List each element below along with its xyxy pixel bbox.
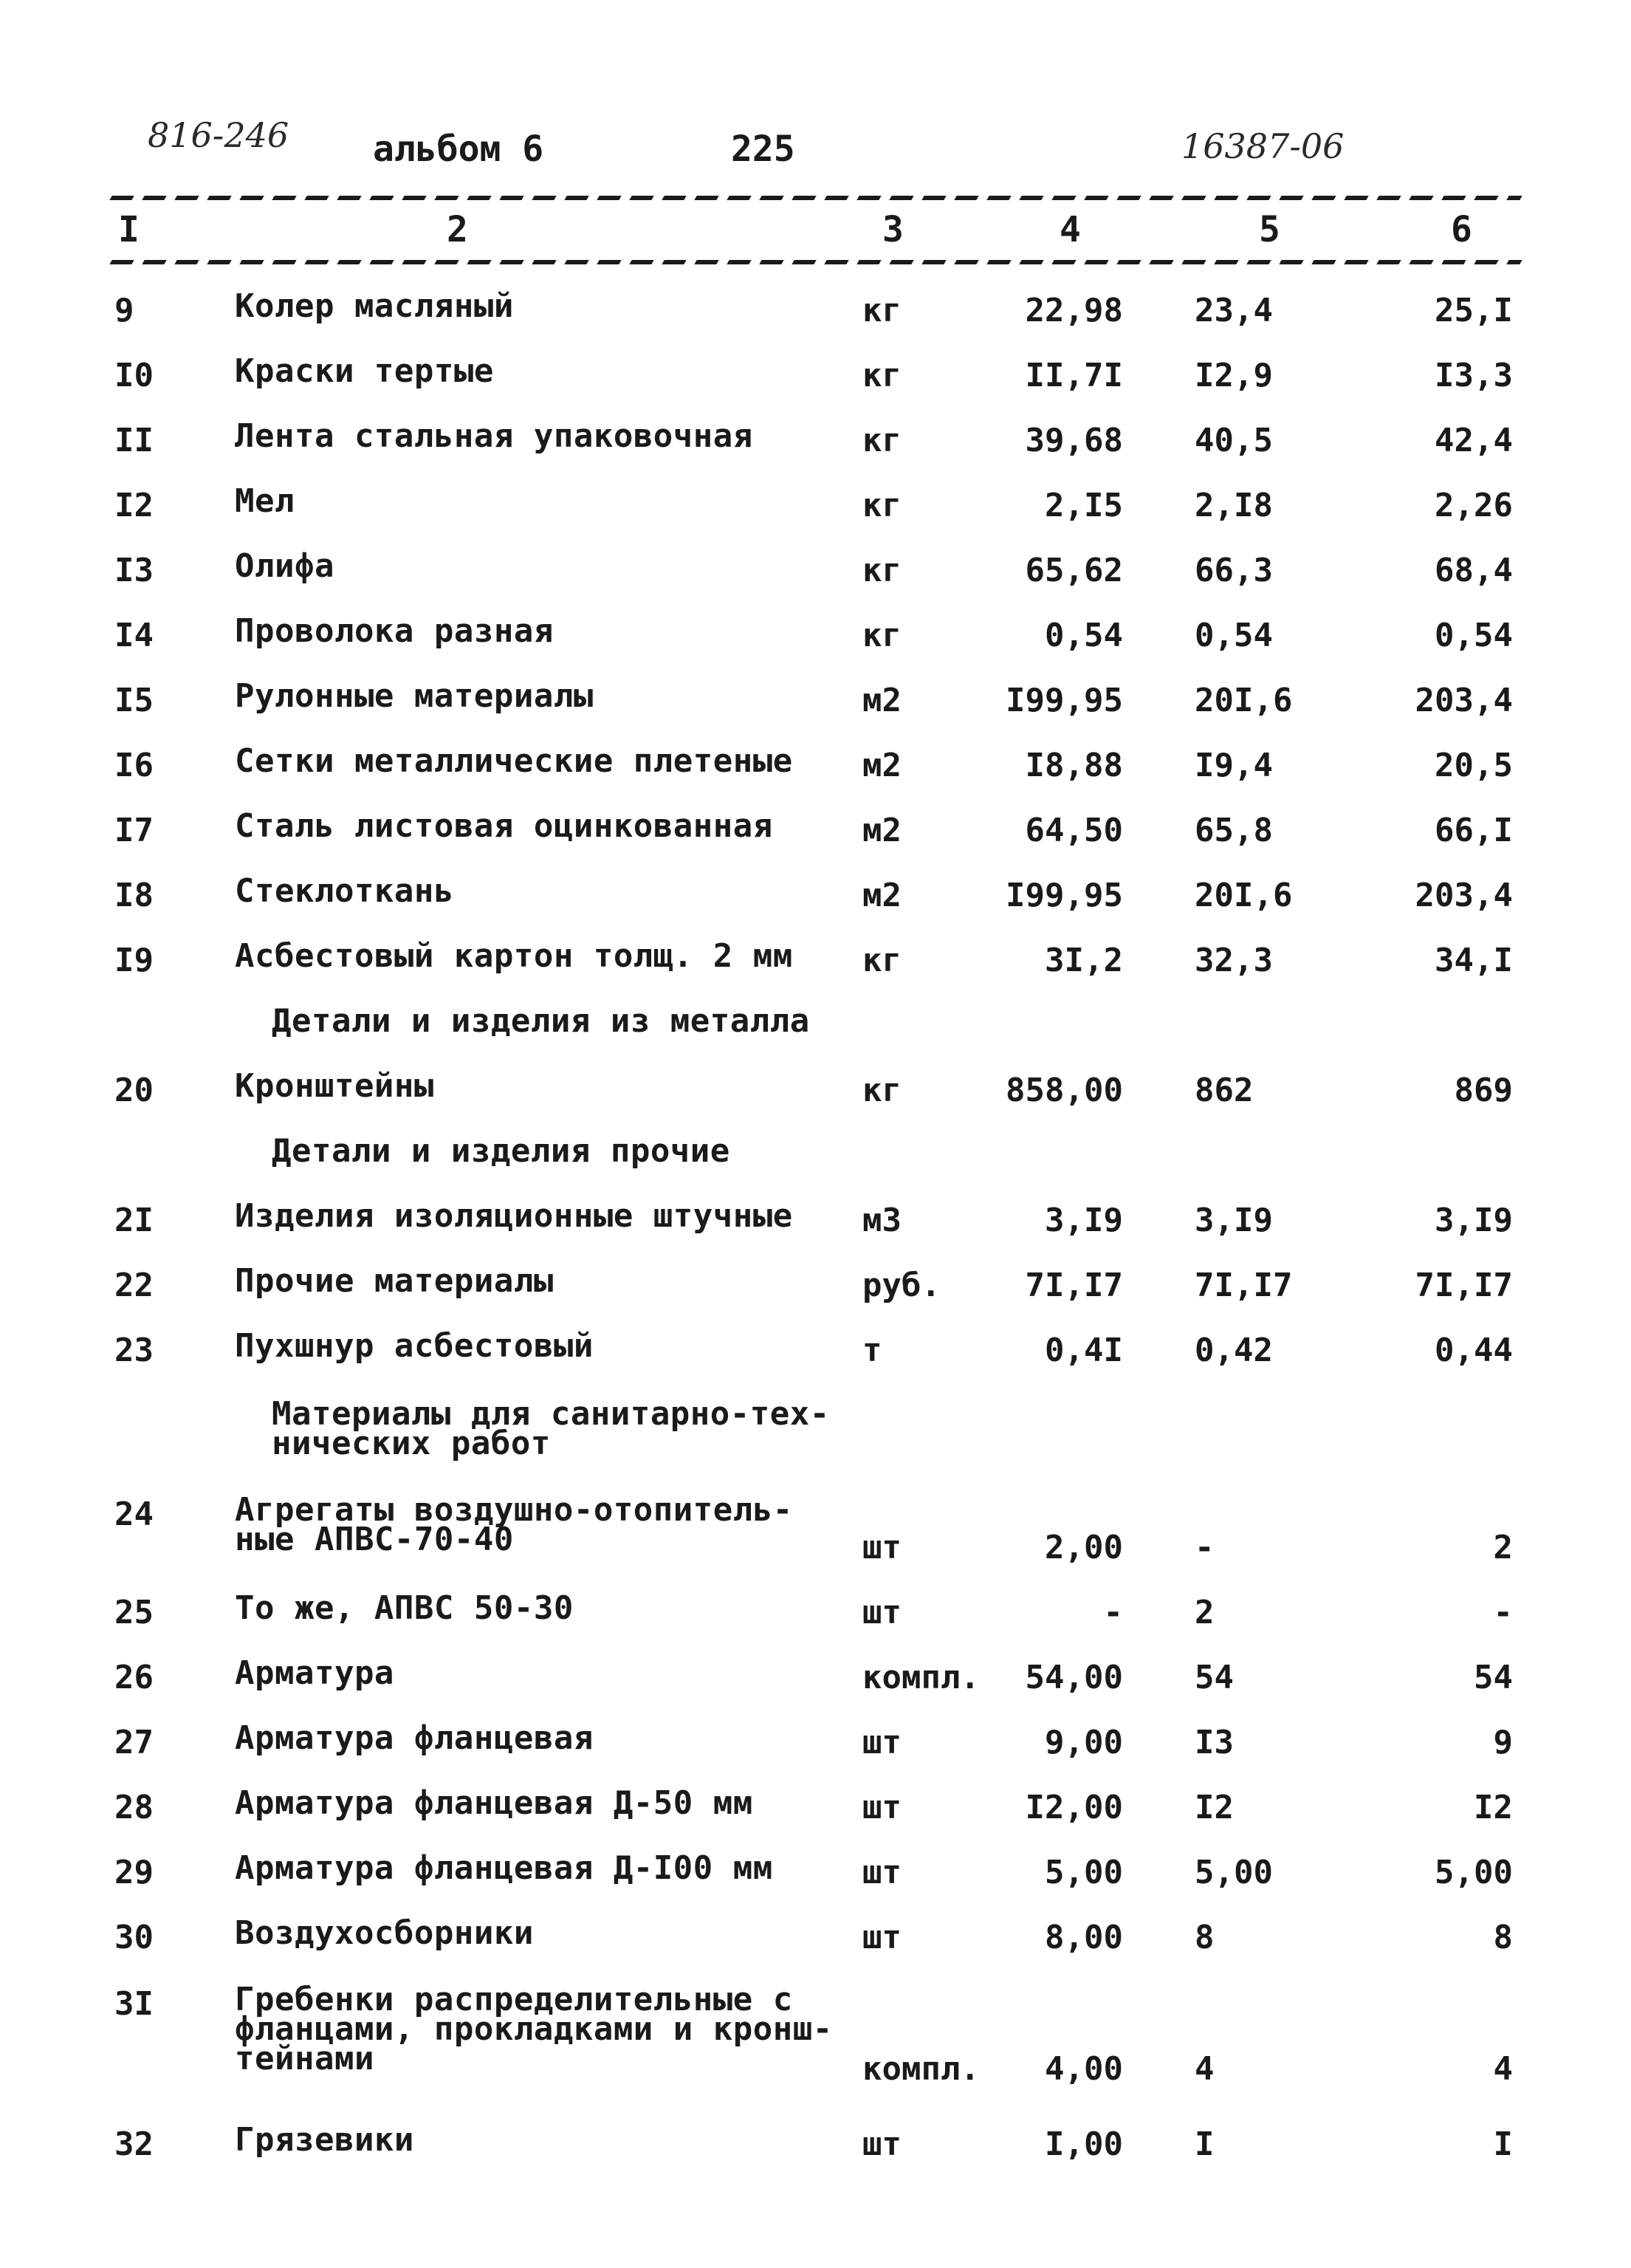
material-name: Проволока разная [235,612,554,650]
value-col5: I2 [1195,1789,1234,1826]
value-col4: I99,95 [1006,877,1123,914]
value-col6: 9 [1493,1724,1513,1761]
table-top-rule [109,196,1522,200]
unit-cell: м2 [862,682,902,719]
value-col4: I,00 [1045,2125,1123,2163]
row-number: I8 [114,877,154,914]
value-col6: 66,I [1435,812,1513,849]
row-number: I6 [114,747,154,784]
value-col5: I [1195,2125,1215,2163]
value-col6: 42,4 [1435,422,1513,459]
unit-cell: шт [862,1529,902,1566]
doc-number: 16387-06 [1181,126,1345,166]
unit-cell: компл. [862,2050,980,2088]
row-number: 25 [114,1594,154,1631]
value-col5: 0,54 [1195,617,1273,654]
value-col4: I99,95 [1006,682,1123,719]
row-number: I2 [114,487,154,524]
page-number: 225 [731,129,795,170]
unit-cell: шт [862,1594,902,1631]
value-col5: 66,3 [1195,552,1273,589]
row-number: I4 [114,617,154,654]
value-col5: 5,00 [1195,1854,1273,1891]
value-col5: 4 [1195,2050,1215,2088]
col-number-3: 3 [882,209,904,250]
unit-cell: м3 [862,1202,902,1239]
value-col4: 2,00 [1045,1529,1123,1566]
unit-cell: шт [862,1919,902,1956]
value-col4: - [1103,1594,1123,1631]
value-col4: 0,54 [1045,617,1123,654]
value-col6: I2 [1474,1789,1513,1826]
col-number-4: 4 [1060,209,1081,250]
value-col4: 22,98 [1025,292,1123,329]
material-name: Грязевики [235,2121,414,2159]
value-col5: 32,3 [1195,942,1273,979]
value-col6: 5,00 [1435,1854,1513,1891]
col-number-2: 2 [447,209,468,250]
material-name: Сетки металлические плетеные [235,742,793,780]
value-col6: 869 [1454,1072,1513,1109]
value-col6: 0,54 [1435,617,1513,654]
material-name: Олифа [235,547,334,585]
unit-cell: кг [862,487,902,524]
col-number-5: 5 [1259,209,1280,250]
row-number: 22 [114,1267,154,1304]
value-col5: 65,8 [1195,812,1273,849]
material-name: Арматура [235,1654,394,1692]
row-number: I5 [114,682,154,719]
material-name: Лента стальная упаковочная [235,417,753,455]
material-name: Арматура фланцевая [235,1719,594,1757]
value-col4: 3,I9 [1045,1202,1123,1239]
value-col6: 3,I9 [1435,1202,1513,1239]
col-number-1: I [118,209,140,250]
value-col5: 40,5 [1195,422,1273,459]
unit-cell: шт [862,1724,902,1761]
unit-cell: т [862,1332,882,1369]
value-col6: 2,26 [1435,487,1513,524]
material-name: Рулонные материалы [235,677,594,715]
value-col4: 5,00 [1045,1854,1123,1891]
material-name: Краски тертые [235,352,494,390]
value-col5: 7I,I7 [1195,1267,1293,1304]
value-col5: 3,I9 [1195,1202,1273,1239]
value-col4: 54,00 [1025,1659,1123,1696]
material-name: Гребенки распределительные с фланцами, прокладками и кронш- тейнами [235,1981,833,2077]
section-heading: Материалы для санитарно-тех- нических работ [272,1395,830,1462]
row-number: 2I [114,1202,154,1239]
unit-cell: кг [862,357,902,394]
row-number: 26 [114,1659,154,1696]
unit-cell: кг [862,942,902,979]
material-name: Колер масляный [235,287,514,325]
value-col4: I8,88 [1025,747,1123,784]
value-col5: 862 [1195,1072,1254,1109]
row-number: 28 [114,1789,154,1826]
unit-cell: кг [862,1072,902,1109]
value-col5: 20I,6 [1195,877,1293,914]
material-name: Пухшнур асбестовый [235,1327,594,1365]
row-number: 20 [114,1072,154,1109]
material-name: Арматура фланцевая Д-50 мм [235,1784,753,1822]
value-col6: I3,3 [1435,357,1513,394]
value-col4: I2,00 [1025,1789,1123,1826]
value-col4: 7I,I7 [1025,1267,1123,1304]
value-col4: 64,50 [1025,812,1123,849]
value-col4: 2,I5 [1045,487,1123,524]
value-col6: - [1493,1594,1513,1631]
value-col5: I9,4 [1195,747,1273,784]
row-number: 30 [114,1919,154,1956]
unit-cell: м2 [862,747,902,784]
unit-cell: м2 [862,877,902,914]
value-col5: 23,4 [1195,292,1273,329]
value-col4: 3I,2 [1045,942,1123,979]
unit-cell: кг [862,552,902,589]
material-name: Сталь листовая оцинкованная [235,807,773,845]
value-col4: 9,00 [1045,1724,1123,1761]
material-name: Воздухосборники [235,1914,534,1952]
value-col4: 65,62 [1025,552,1123,589]
row-number: I3 [114,552,154,589]
value-col6: 8 [1493,1919,1513,1956]
material-name: Асбестовый картон толщ. 2 мм [235,937,793,975]
unit-cell: руб. [862,1267,941,1304]
material-name: Агрегаты воздушно-отопитель- ные АПВС-70-40 [235,1491,793,1558]
row-number: 23 [114,1332,154,1369]
value-col5: 54 [1195,1659,1234,1696]
section-heading: Детали и изделия из металла [272,1002,810,1040]
row-number: I9 [114,942,154,979]
unit-cell: шт [862,1789,902,1826]
table-header-rule [109,260,1522,264]
value-col4: 39,68 [1025,422,1123,459]
value-col6: 68,4 [1435,552,1513,589]
value-col6: 2 [1493,1529,1513,1566]
value-col6: 4 [1493,2050,1513,2088]
document-code: 816-246 [148,115,289,155]
value-col5: 8 [1195,1919,1215,1956]
value-col5: 20I,6 [1195,682,1293,719]
value-col6: 54 [1474,1659,1513,1696]
row-number: 29 [114,1854,154,1891]
row-number: I7 [114,812,154,849]
unit-cell: компл. [862,1659,980,1696]
row-number: 9 [114,292,134,329]
unit-cell: кг [862,617,902,654]
value-col6: 0,44 [1435,1332,1513,1369]
value-col5: I3 [1195,1724,1234,1761]
value-col5: 0,42 [1195,1332,1273,1369]
unit-cell: кг [862,292,902,329]
row-number: 24 [114,1496,154,1533]
value-col6: 34,I [1435,942,1513,979]
material-name: То же, АПВС 50-30 [235,1589,574,1627]
material-name: Прочие материалы [235,1262,554,1300]
value-col6: 203,4 [1415,877,1513,914]
value-col6: I [1493,2125,1513,2163]
value-col4: 858,00 [1006,1072,1123,1109]
value-col6: 20,5 [1435,747,1513,784]
material-name: Стеклоткань [235,872,454,910]
value-col6: 203,4 [1415,682,1513,719]
row-number: II [114,422,154,459]
col-number-6: 6 [1451,209,1472,250]
material-name: Арматура фланцевая Д-I00 мм [235,1849,773,1887]
album-label: альбом 6 [373,129,544,170]
value-col5: - [1195,1529,1215,1566]
value-col4: 8,00 [1045,1919,1123,1956]
material-name: Изделия изоляционные штучные [235,1197,793,1235]
unit-cell: кг [862,422,902,459]
section-heading: Детали и изделия прочие [272,1132,730,1170]
row-number: 27 [114,1724,154,1761]
value-col5: 2 [1195,1594,1215,1631]
unit-cell: м2 [862,812,902,849]
row-number: 32 [114,2125,154,2163]
value-col5: 2,I8 [1195,487,1273,524]
value-col5: I2,9 [1195,357,1273,394]
value-col6: 7I,I7 [1415,1267,1513,1304]
material-name: Кронштейны [235,1067,434,1105]
material-name: Мел [235,482,295,520]
value-col4: II,7I [1025,357,1123,394]
value-col6: 25,I [1435,292,1513,329]
unit-cell: шт [862,2125,902,2163]
value-col4: 4,00 [1045,2050,1123,2088]
row-number: 3I [114,1985,154,2023]
row-number: I0 [114,357,154,394]
unit-cell: шт [862,1854,902,1891]
value-col4: 0,4I [1045,1332,1123,1369]
